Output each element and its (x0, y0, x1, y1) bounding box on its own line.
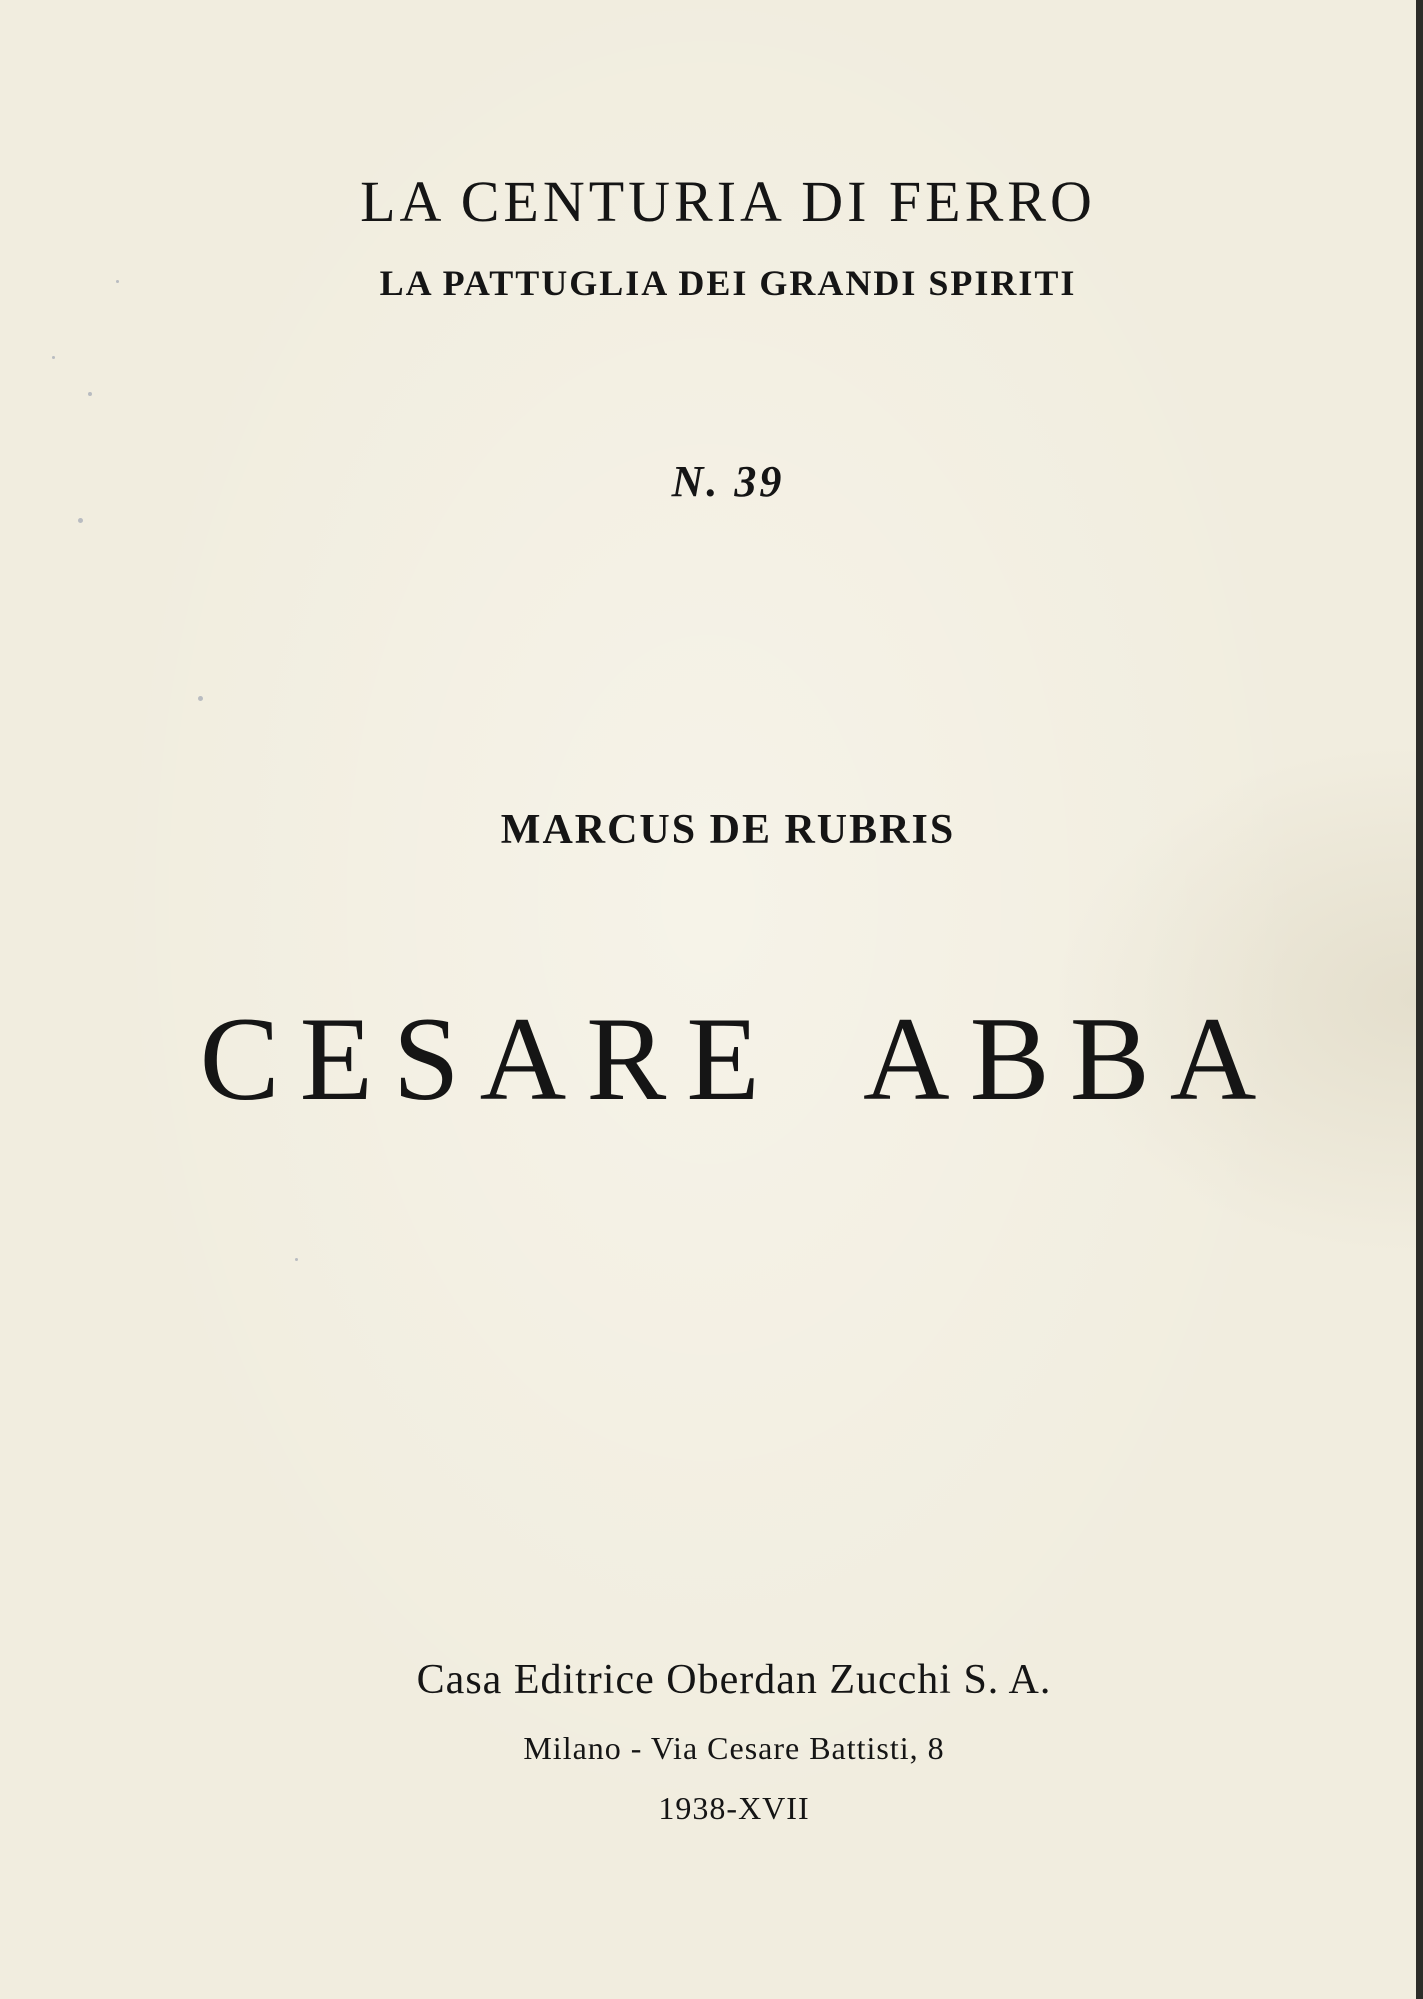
series-subtitle: LA PATTUGLIA DEI GRANDI SPIRITI (379, 263, 1077, 303)
publisher-address: Milano - Via Cesare Battisti, 8 (523, 1730, 945, 1766)
paper-speck (116, 280, 119, 283)
page-edge (1416, 0, 1423, 1999)
paper-speck (198, 696, 203, 701)
author-name: MARCUS DE RUBRIS (500, 807, 956, 853)
book-title: CESARE ABBA (199, 992, 1277, 1125)
series-title: LA CENTURIA DI FERRO (360, 169, 1096, 234)
paper-speck (88, 392, 92, 396)
paper-speck (52, 356, 55, 359)
publication-year: 1938-XVII (658, 1790, 810, 1826)
paper-speck (295, 1258, 298, 1261)
paper-speck (78, 518, 83, 523)
publisher-name: Casa Editrice Oberdan Zucchi S. A. (416, 1657, 1052, 1703)
issue-number: N. 39 (671, 457, 785, 506)
